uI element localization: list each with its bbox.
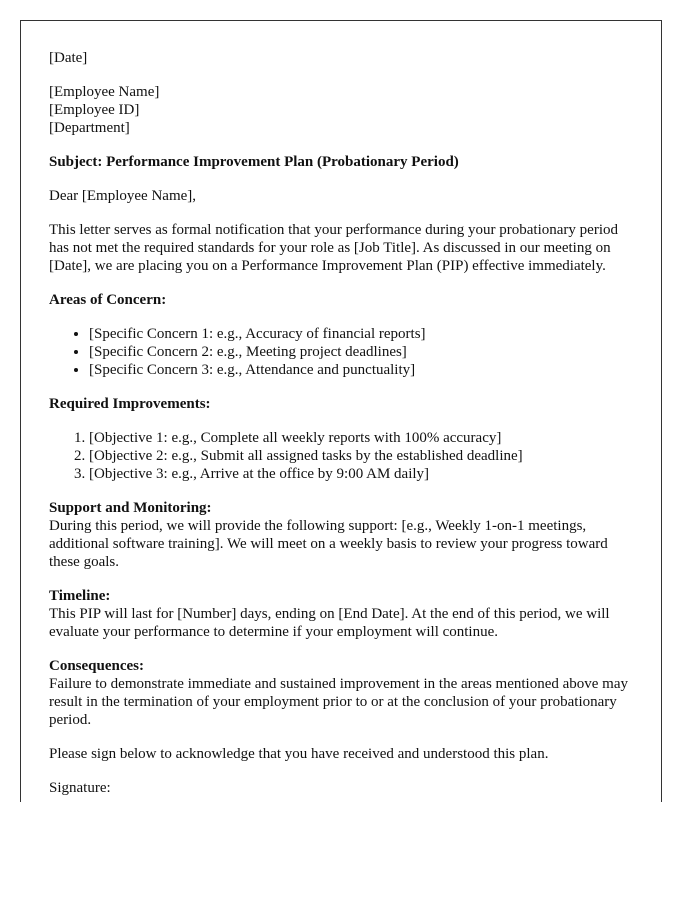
employee-id: [Employee ID] [49,102,140,118]
subject-line: Subject: Performance Improvement Plan (Probationary Period) [49,154,459,170]
employee-name: [Employee Name] [49,84,160,100]
consequences-heading: Consequences: [49,658,145,674]
support-section [49,499,632,571]
intro-paragraph: This letter serves as formal notification that your performance during your probationary period has not met the required standards for your role as [Job Title]. As discussed in our meeting on [Date], we are placing you on a Performance Improvement Plan (PIP) effective immediately. [49,222,618,274]
concerns-list [49,325,632,379]
list-item: 3. [Objective 3: e.g., Arrive at the office by 9:00 AM daily] [89,465,632,483]
timeline-heading: Timeline: [49,588,111,604]
list-item: • [Specific Concern 1: e.g., Accuracy of financial reports] [89,325,632,343]
support-heading: Support and Monitoring: [49,500,212,516]
concerns-heading: Areas of Concern: [49,292,167,308]
timeline-text: This PIP will last for [Number] days, ending on [End Date]. At the end of this period, we will evaluate your performance to determine if your employment will continue. [49,606,610,640]
improvements-list [49,429,632,483]
date: [Date] [49,50,88,66]
list-item: 1. [Objective 1: e.g., Complete all weekly reports with 100% accuracy] [89,429,632,447]
consequences-text: Failure to demonstrate immediate and sustained improvement in the areas mentioned above may result in the termination of your employment prior to or at the conclusion of your probationary period. [49,676,628,728]
list-item: • [Specific Concern 3: e.g., Attendance and punctuality] [89,361,632,379]
department: [Department] [49,120,130,136]
signature-label: Signature: [49,780,111,796]
consequences-section [49,657,632,729]
recipient-block [49,83,632,137]
support-text: During this period, we will provide the following support: [e.g., Weekly 1-on-1 meetings, additional software training]. We will meet on a weekly basis to review your progress toward these goals. [49,518,608,570]
list-item: 2. [Objective 2: e.g., Submit all assigned tasks by the established deadline] [89,447,632,465]
improvements-heading: Required Improvements: [49,396,211,412]
timeline-section [49,587,632,641]
closing-paragraph: Please sign below to acknowledge that you have received and understood this plan. [49,746,549,762]
letter-document [20,20,662,802]
list-item: • [Specific Concern 2: e.g., Meeting project deadlines] [89,343,632,361]
salutation: Dear [Employee Name], [49,188,197,204]
